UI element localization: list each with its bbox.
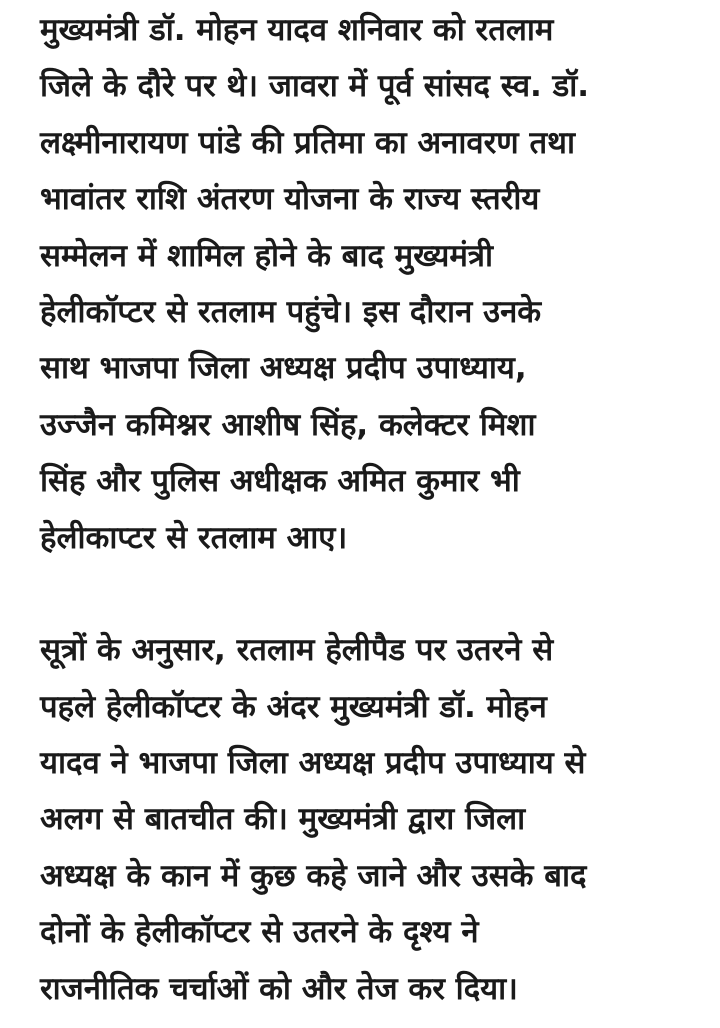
article-body bbox=[40, 2, 720, 1017]
paragraph-line: दोनों के हेलीकॉप्टर से उतरने के दृश्य ने bbox=[40, 914, 479, 951]
paragraph-spacer bbox=[40, 566, 720, 622]
paragraph-line: सम्मेलन में शामिल होने के बाद मुख्यमंत्री bbox=[40, 237, 493, 274]
paragraph-line: पहले हेलीकॉप्टर के अंदर मुख्यमंत्री डॉ. मोहन bbox=[40, 688, 547, 725]
paragraph-2 bbox=[40, 622, 720, 1017]
paragraph-line: सूत्रों के अनुसार, रतलाम हेलीपैड पर उतरने से bbox=[40, 632, 554, 669]
paragraph-line: सिंह और पुलिस अधीक्षक अमित कुमार भी bbox=[40, 463, 520, 500]
paragraph-line: उज्जैन कमिश्नर आशीष सिंह, कलेक्टर मिशा bbox=[40, 406, 536, 443]
paragraph-line: यादव ने भाजपा जिला अध्यक्ष प्रदीप उपाध्याय से bbox=[40, 745, 586, 782]
paragraph-1 bbox=[40, 2, 720, 566]
paragraph-line: हेलीकॉप्टर से रतलाम पहुंचे। इस दौरान उनके bbox=[40, 293, 542, 330]
paragraph-line: भावांतर राशि अंतरण योजना के राज्य स्तरीय bbox=[40, 181, 540, 218]
paragraph-line: जिले के दौरे पर थे। जावरा में पूर्व सांसद स्व. डॉ. bbox=[40, 68, 590, 105]
paragraph-line: अलग से बातचीत की। मुख्यमंत्री द्वारा जिला bbox=[40, 801, 526, 838]
paragraph-line: हेलीकाप्टर से रतलाम आए। bbox=[40, 519, 348, 556]
paragraph-line: साथ भाजपा जिला अध्यक्ष प्रदीप उपाध्याय, bbox=[40, 350, 527, 387]
paragraph-line: राजनीतिक चर्चाओं को और तेज कर दिया। bbox=[40, 970, 518, 1007]
paragraph-line: मुख्यमंत्री डॉ. मोहन यादव शनिवार को रतलाम bbox=[40, 12, 554, 48]
paragraph-line: अध्यक्ष के कान में कुछ कहे जाने और उसके बाद bbox=[40, 857, 587, 894]
paragraph-line: लक्ष्मीनारायण पांडे की प्रतिमा का अनावरण तथा bbox=[40, 124, 576, 161]
